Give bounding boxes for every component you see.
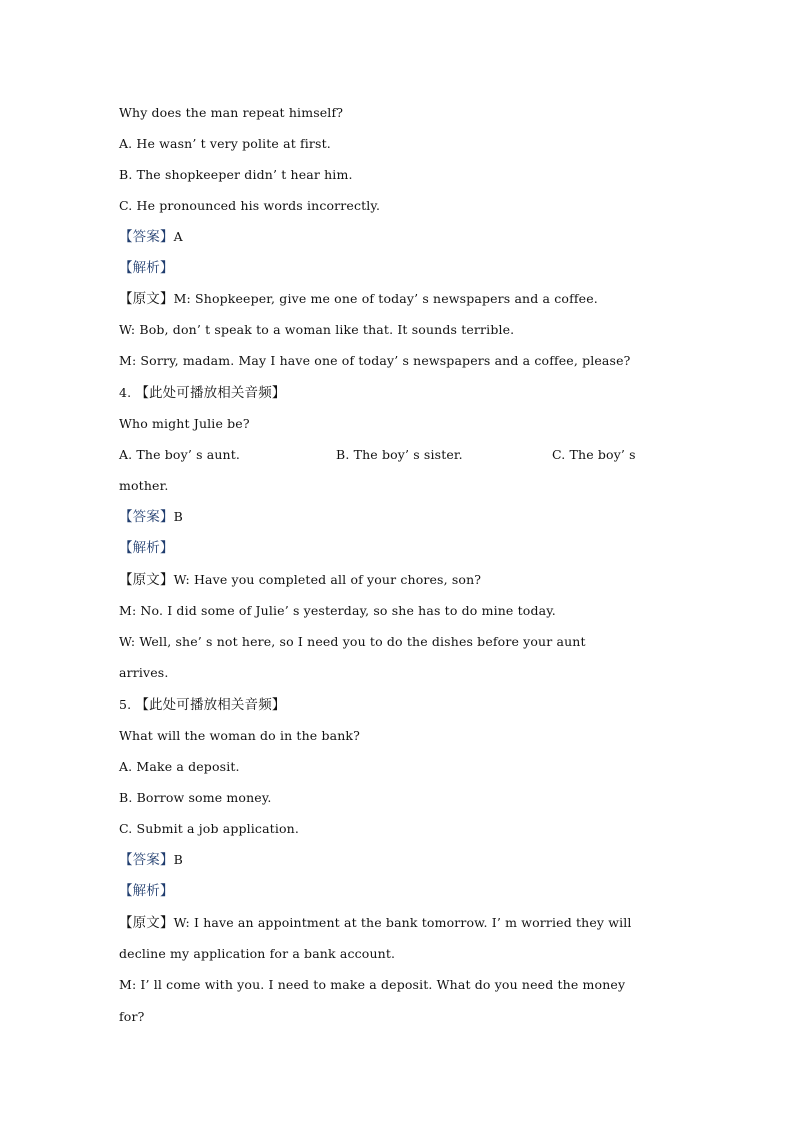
q5-analysis-tag: 【解析】 <box>119 883 174 899</box>
q4-option-c: C. The boy’ s <box>552 447 636 462</box>
q3-option-a: A. He wasn’ t very polite at first. <box>119 136 331 151</box>
q5-script-line-2: decline my application for a bank account. <box>119 946 396 961</box>
q5-answer-line <box>119 852 183 868</box>
q4-script-line-2: M: No. I did some of Julie’ s yesterday, so she has to do mine today. <box>119 603 556 618</box>
q5-analysis-line <box>119 883 174 899</box>
q4-script-line-4: arrives. <box>119 665 169 680</box>
q3-analysis-line <box>119 260 174 276</box>
q5-script-tag: 【原文】 <box>119 915 174 931</box>
q4-analysis-line <box>119 540 174 556</box>
q3-analysis-tag: 【解析】 <box>119 260 174 276</box>
q4-header <box>119 385 286 401</box>
q4-option-a: A. The boy’ s aunt. <box>119 447 241 462</box>
q4-script-text-1: W: Have you completed all of your chores, son? <box>173 572 482 587</box>
q3-option-b: B. The shopkeeper didn’ t hear him. <box>119 167 353 182</box>
q5-script-text-1: W: I have an appointment at the bank tomorrow. I’ m worried they will <box>173 915 632 930</box>
q3-script-line-2: W: Bob, don’ t speak to a woman like that. It sounds terrible. <box>119 322 515 337</box>
q5-audio-tag: 【此处可播放相关音频】 <box>135 697 286 713</box>
q5-option-a: A. Make a deposit. <box>119 759 240 774</box>
q4-script-line-3: W: Well, she’ s not here, so I need you to do the dishes before your aunt <box>119 634 586 649</box>
q4-option-b: B. The boy’ s sister. <box>336 447 463 462</box>
q3-question: Why does the man repeat himself? <box>119 105 344 120</box>
q4-analysis-tag: 【解析】 <box>119 540 174 556</box>
q3-script-line-3: M: Sorry, madam. May I have one of today’ s newspapers and a coffee, please? <box>119 353 631 368</box>
q4-script-line-1 <box>119 572 481 588</box>
q3-script-tag: 【原文】 <box>119 291 174 307</box>
q5-script-line-1 <box>119 915 632 931</box>
q4-number: 4. <box>119 385 132 400</box>
q5-question: What will the woman do in the bank? <box>119 728 361 743</box>
q4-answer: B <box>173 509 183 524</box>
q5-script-line-4: for? <box>119 1009 145 1024</box>
q3-option-c: C. He pronounced his words incorrectly. <box>119 198 381 213</box>
q5-number: 5. <box>119 697 132 712</box>
q5-header <box>119 697 286 713</box>
q3-answer-line <box>119 229 183 245</box>
q3-script-line-1 <box>119 291 598 307</box>
q4-answer-tag: 【答案】 <box>119 509 174 525</box>
q4-audio-tag: 【此处可播放相关音频】 <box>135 385 286 401</box>
q4-script-tag: 【原文】 <box>119 572 174 588</box>
q4-option-c-cont: mother. <box>119 478 169 493</box>
q5-answer-tag: 【答案】 <box>119 852 174 868</box>
q5-option-b: B. Borrow some money. <box>119 790 272 805</box>
q3-answer: A <box>173 229 183 244</box>
q4-question: Who might Julie be? <box>119 416 250 431</box>
q3-script-text-1: M: Shopkeeper, give me one of today’ s newspapers and a coffee. <box>173 291 598 306</box>
q4-answer-line <box>119 509 183 525</box>
q5-option-c: C. Submit a job application. <box>119 821 300 836</box>
q5-script-line-3: M: I’ ll come with you. I need to make a deposit. What do you need the money <box>119 977 626 992</box>
q3-answer-tag: 【答案】 <box>119 229 174 245</box>
q5-answer: B <box>173 852 183 867</box>
